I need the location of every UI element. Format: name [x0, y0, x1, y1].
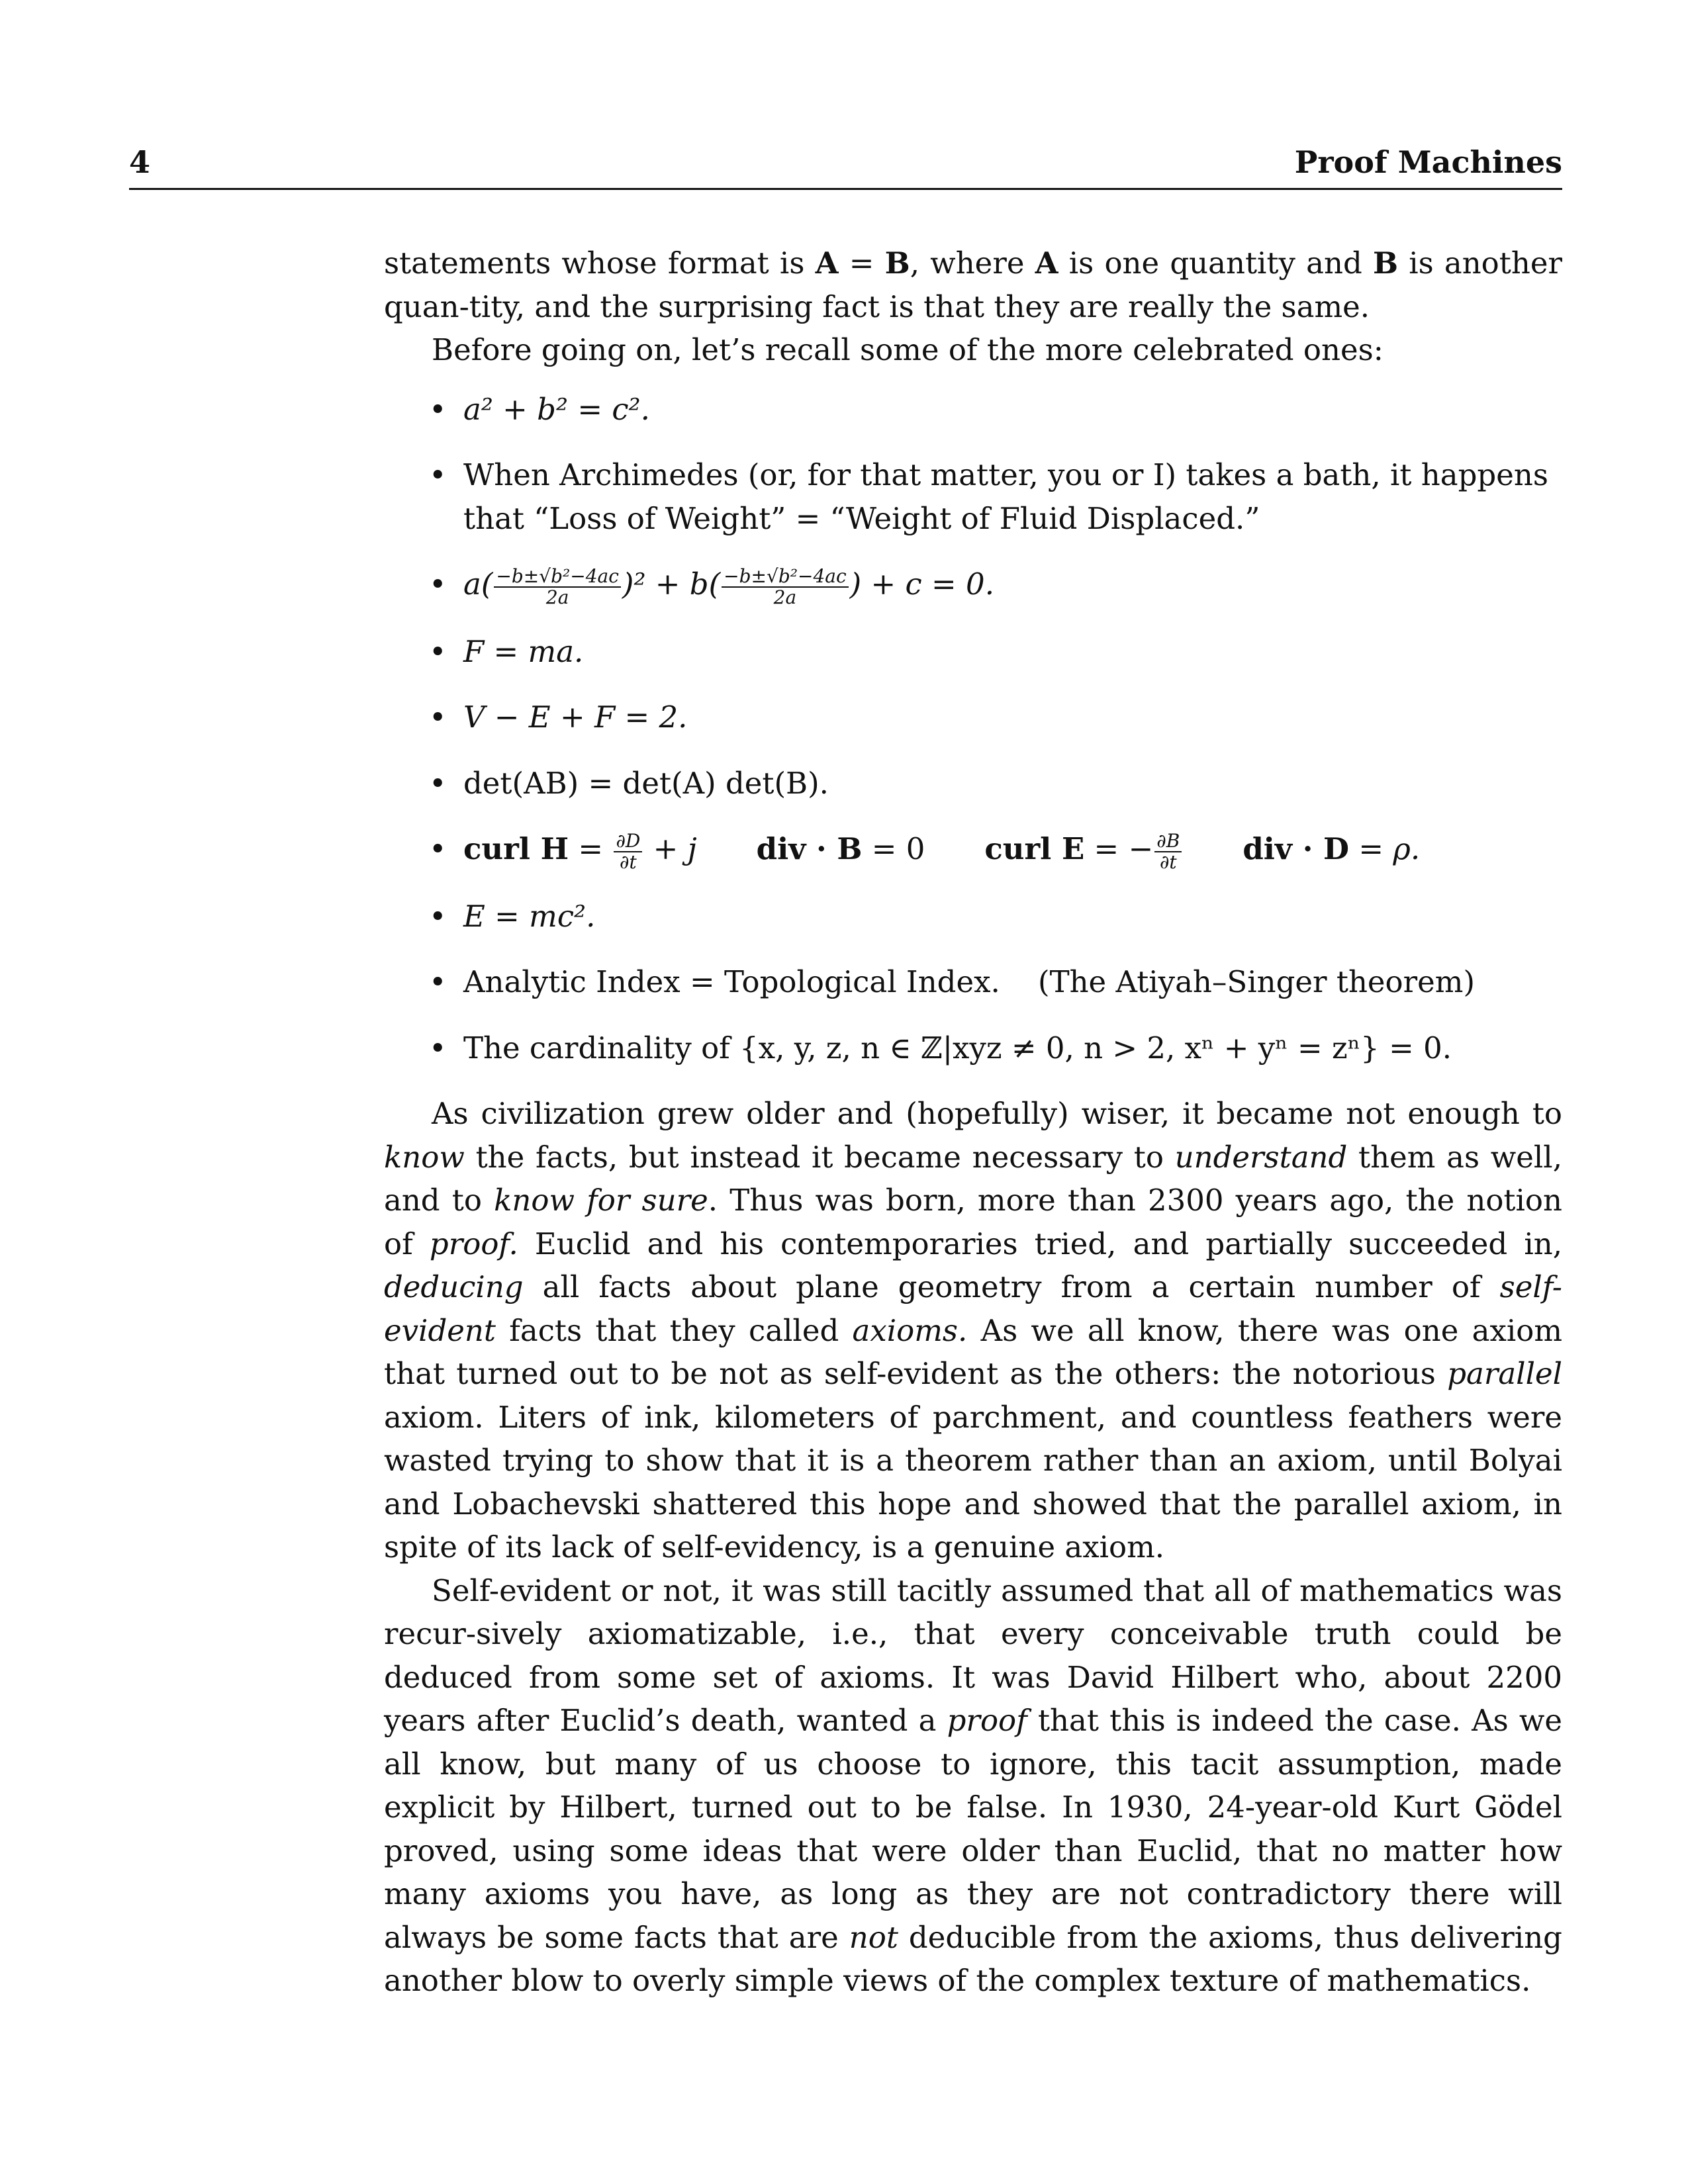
- emphasis: proof: [947, 1703, 1027, 1738]
- emphasis: axioms.: [852, 1312, 968, 1348]
- bullet: •: [429, 391, 447, 427]
- symbol-a: A: [815, 246, 839, 281]
- fraction-denominator: 2a: [545, 586, 569, 608]
- page-number: 4: [129, 144, 151, 180]
- bullet: •: [429, 1030, 447, 1066]
- fraction-numerator: −b±√b²−4ac: [722, 567, 849, 588]
- fermat-statement: The cardinality of {x, y, z, n ∈ ℤ|xyz ≠ 0, n > 2, xⁿ + yⁿ = zⁿ} = 0.: [463, 1030, 1452, 1066]
- emphasis: understand: [1174, 1139, 1348, 1175]
- maxwell-term: = 0: [862, 831, 925, 866]
- maxwell-term: curl E: [984, 831, 1085, 866]
- bullet: •: [429, 765, 447, 801]
- list-item: [384, 827, 1562, 872]
- euler-formula: V − E + F = 2.: [463, 700, 688, 735]
- intro-paragraph: [384, 242, 1562, 328]
- text-run: them as well, and to: [384, 1139, 1562, 1218]
- fraction-denominator: 2a: [773, 586, 797, 608]
- symbol-b-2: B: [1372, 246, 1398, 281]
- quadratic-part: ) + c = 0.: [849, 567, 994, 602]
- intro-text-c: is one quantity and: [1058, 246, 1373, 281]
- text-run: As civilization grew older and (hopefully) wiser, it became not enough to: [432, 1096, 1562, 1131]
- text-run: that this is indeed the case. As we all know, but many of us choose to ignore, this tacit assumption, made explicit by Hilbert, turned out to be false. In 1930, 24-year-old Kurt Gödel proved, using some ideas that were older than Euclid, that no matter how many axioms you have, as long as they are not contradictory there will always be some facts that are: [384, 1703, 1562, 1955]
- text-run: As we all know, there was one axiom that turned out to be not as self-evident as the others: the notorious: [384, 1312, 1562, 1391]
- text-run: . Thus was born, more than 2300 years ago, the notion of: [384, 1183, 1562, 1261]
- emphasis: deducing: [384, 1269, 524, 1304]
- identity-list: [384, 388, 1562, 1070]
- list-item: [384, 696, 1562, 739]
- text-run: all facts about plane geometry from a certain number of: [523, 1269, 1500, 1304]
- emphasis: proof.: [429, 1226, 518, 1261]
- lead-in-paragraph: Before going on, let’s recall some of the more celebrated ones:: [432, 332, 1383, 367]
- intro-text-b: , where: [910, 246, 1035, 281]
- body-text: [384, 242, 1562, 2003]
- determinant-identity: det(AB) = det(A) det(B).: [463, 765, 829, 801]
- symbol-a-2: A: [1035, 246, 1058, 281]
- emphasis: know for sure: [494, 1183, 708, 1218]
- fraction-denominator: ∂t: [620, 850, 637, 873]
- equals-sign: =: [838, 246, 885, 281]
- maxwell-term: = ρ.: [1349, 831, 1421, 866]
- fraction-numerator: ∂D: [614, 831, 642, 852]
- running-title: Proof Machines: [1294, 144, 1562, 180]
- list-item: [384, 453, 1562, 540]
- text-run: axiom. Liters of ink, kilometers of parchment, and countless feathers were wasted trying to show that it is a theorem rather than an axiom, until Bolyai and Lobachevski shattered this hope and showed that the parallel axiom, in spite of its lack of self-evidency, is a genuine axiom.: [384, 1399, 1562, 1565]
- bullet: •: [429, 831, 447, 866]
- fraction-numerator: −b±√b²−4ac: [494, 567, 621, 588]
- quadratic-part: a(: [463, 567, 493, 602]
- emphasis: self-evident: [384, 1269, 1562, 1348]
- bullet: •: [429, 898, 447, 934]
- fraction-denominator: ∂t: [1159, 850, 1177, 873]
- list-item: [384, 960, 1562, 1004]
- maxwell-term: div · B: [756, 831, 863, 866]
- list-item: [384, 563, 1562, 608]
- bullet: •: [429, 633, 447, 669]
- maxwell-term: curl H: [463, 831, 569, 866]
- maxwell-term: div · D: [1243, 831, 1350, 866]
- text-run: facts that they called: [495, 1312, 853, 1348]
- archimedes-principle: When Archimedes (or, for that matter, you or I) takes a bath, it happens that “Loss of Weight” = “Weight of Fluid Displaced.”: [463, 457, 1548, 536]
- paragraph-history: [384, 1092, 1562, 1569]
- emphasis: know: [384, 1139, 465, 1175]
- list-item: [384, 388, 1562, 432]
- text-run: deducible from the axioms, thus delivering another blow to overly simple views of the complex texture of mathematics.: [384, 1919, 1562, 1998]
- list-item: [384, 895, 1562, 938]
- maxwell-term: =: [569, 831, 613, 866]
- maxwell-fraction: [1154, 831, 1182, 872]
- maxwell-fraction: [614, 831, 642, 872]
- bullet: •: [429, 457, 447, 492]
- running-header: [129, 144, 1562, 190]
- text-run: Euclid and his contemporaries tried, and partially succeeded in,: [518, 1226, 1562, 1261]
- maxwell-term: = −: [1084, 831, 1154, 866]
- pythagorean-identity: a² + b² = c².: [463, 391, 650, 427]
- fraction-numerator: ∂B: [1154, 831, 1182, 852]
- quadratic-fraction: [722, 567, 849, 608]
- quadratic-part: )² + b(: [622, 567, 721, 602]
- list-item: [384, 630, 1562, 674]
- list-item: [384, 762, 1562, 805]
- intro-text-a: statements whose format is: [384, 246, 816, 281]
- newton-law: F = ma.: [463, 633, 584, 669]
- text-run: the facts, but instead it became necessary to: [464, 1139, 1175, 1175]
- emphasis: not: [849, 1919, 898, 1955]
- bullet: •: [429, 700, 447, 735]
- text-run: Self-evident or not, it was still tacitly assumed that all of mathematics was recur-sively axiomatizable, i.e., that every conceivable truth could be deduced from some set of axioms. It was David Hilbert who, about 2200 years after Euclid’s death, wanted a: [384, 1572, 1562, 1738]
- mass-energy-equation: E = mc².: [463, 898, 596, 934]
- intro-text-d: is another quan-tity, and the surprising fact is that they are really the same.: [384, 246, 1562, 324]
- atiyah-singer-statement: Analytic Index = Topological Index. (The Atiyah–Singer theorem): [463, 964, 1476, 999]
- bullet: •: [429, 567, 447, 602]
- emphasis: parallel: [1447, 1356, 1562, 1391]
- maxwell-term: + j: [643, 831, 697, 866]
- list-item: [384, 1026, 1562, 1070]
- paragraph-hilbert-godel: [384, 1569, 1562, 2003]
- symbol-b: B: [884, 246, 910, 281]
- quadratic-fraction: [494, 567, 621, 608]
- bullet: •: [429, 964, 447, 999]
